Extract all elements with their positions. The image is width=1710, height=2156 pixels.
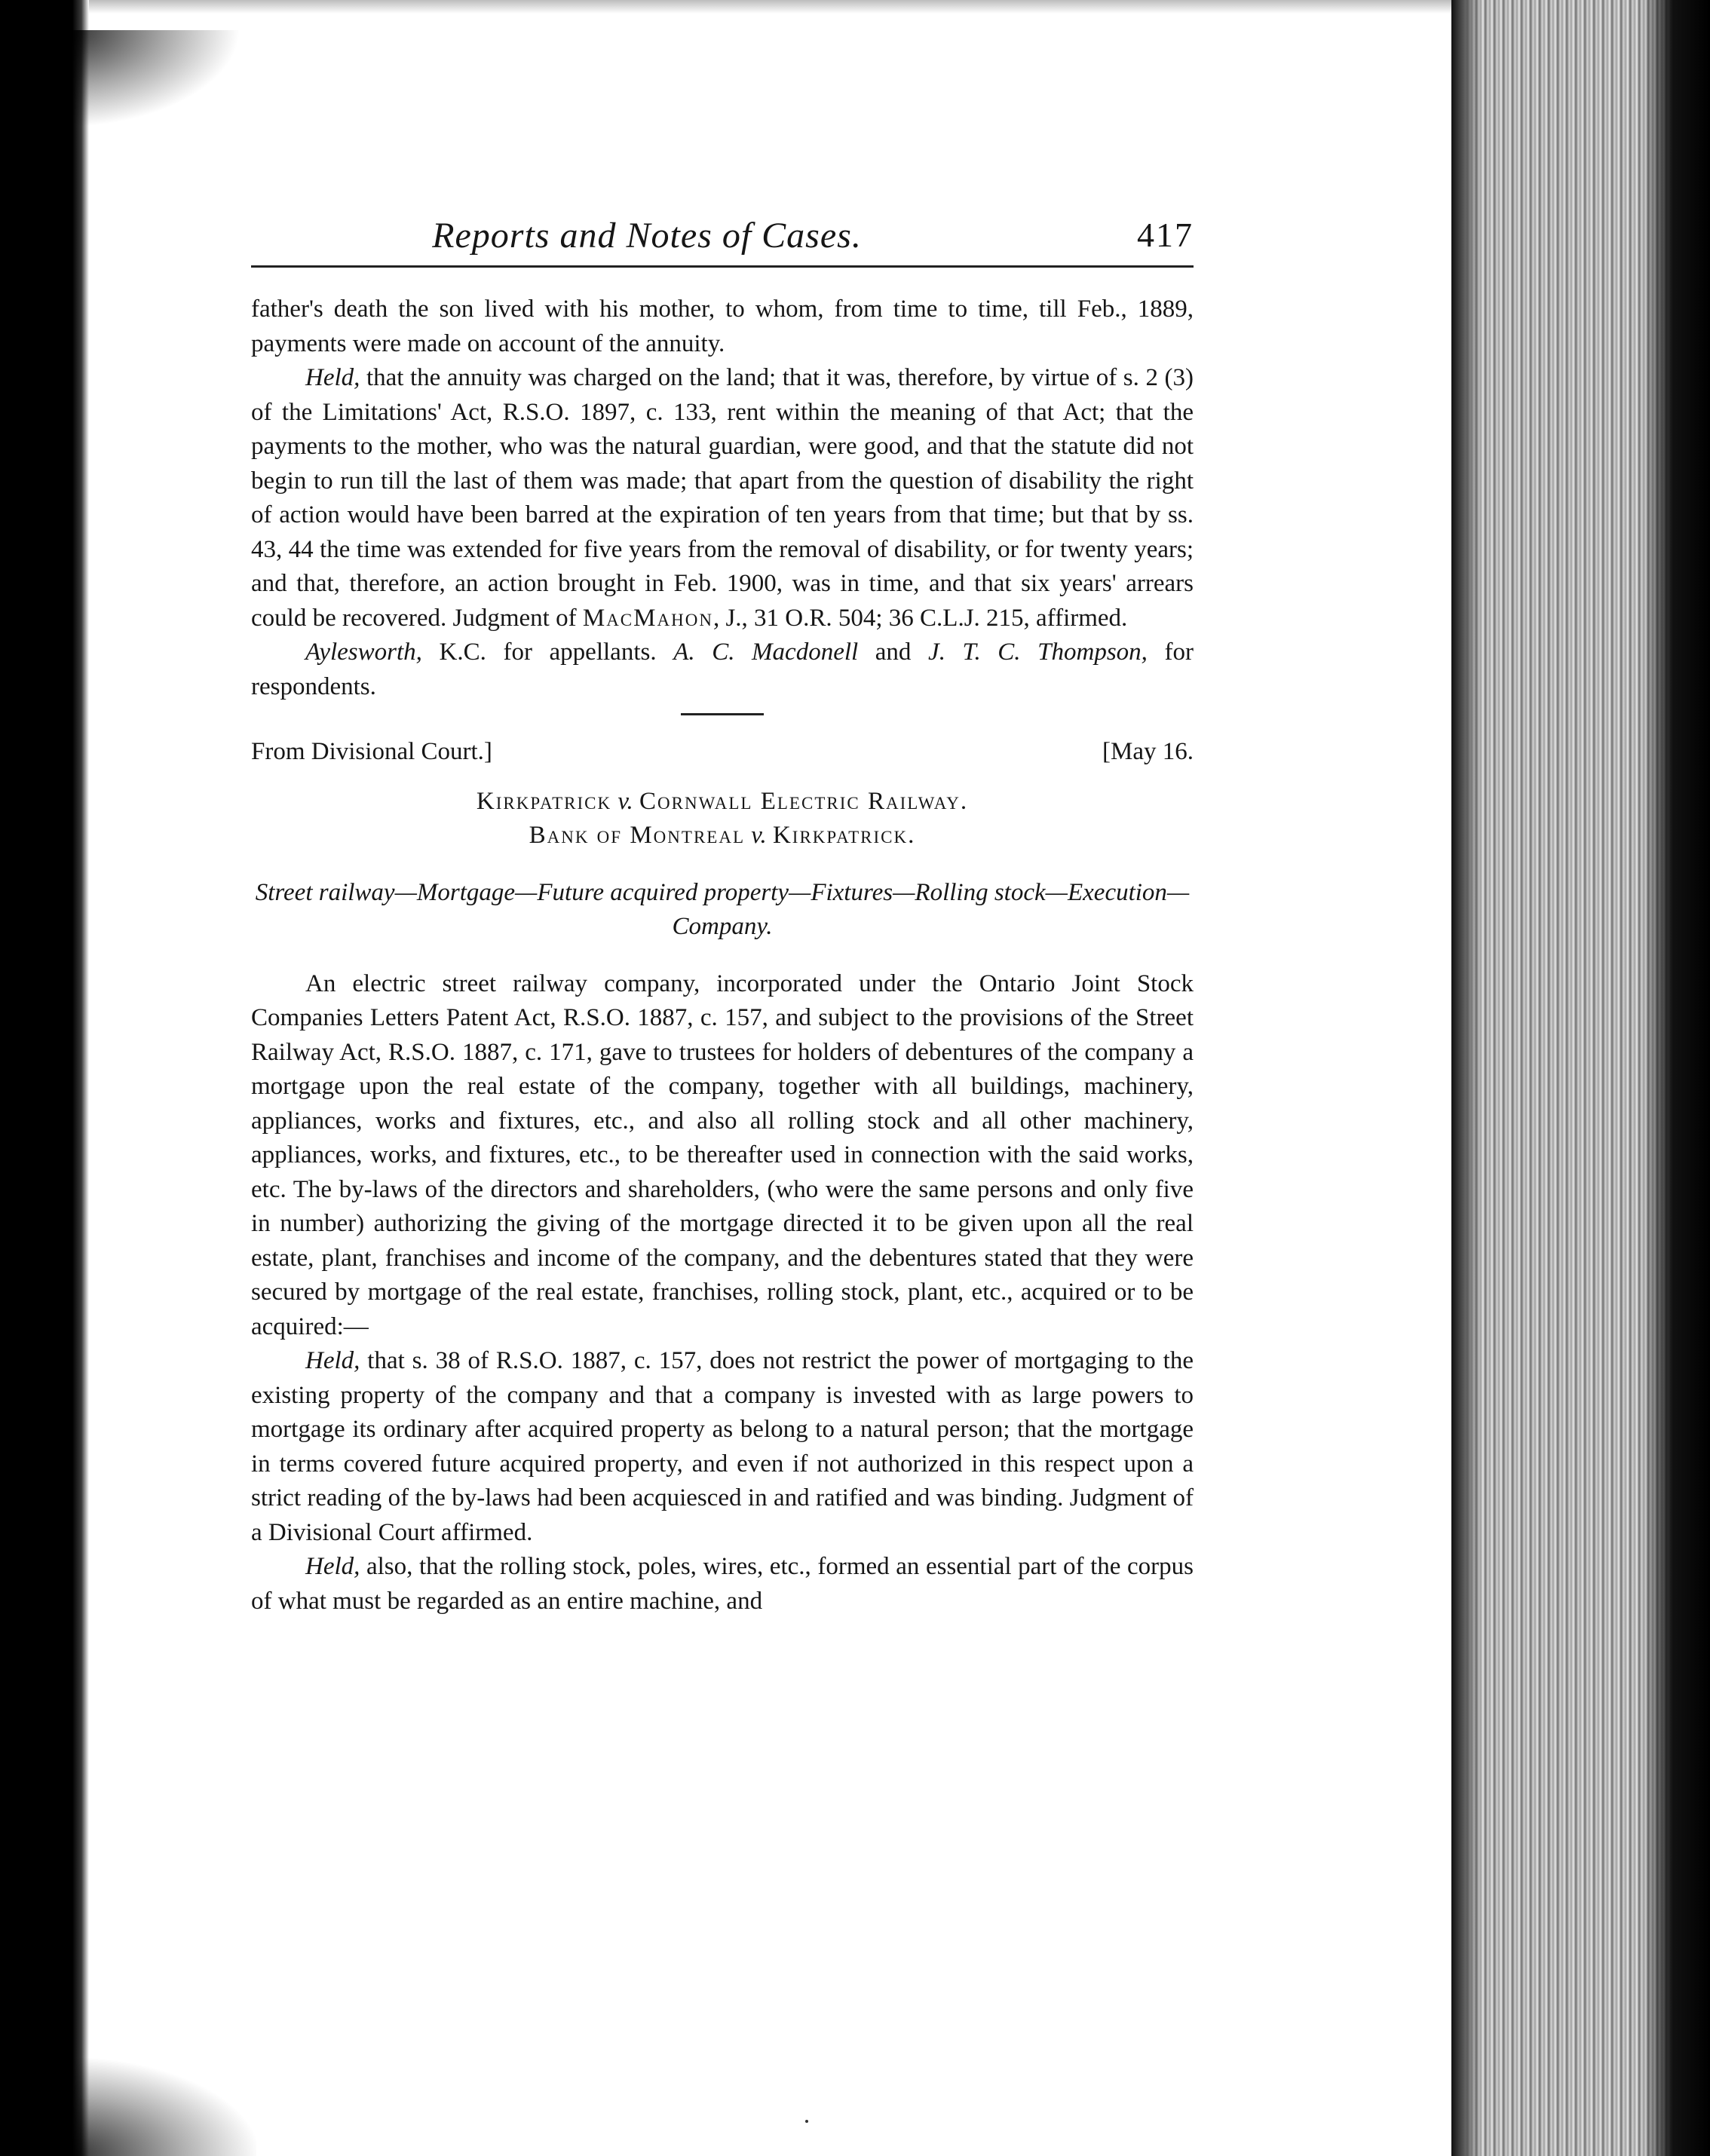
scan-speck <box>805 2120 808 2123</box>
party-3: Bank of Montreal <box>529 822 745 849</box>
counsel-respondent-1: A. C. Macdonell <box>673 639 859 666</box>
held-tail: , J., 31 O.R. 504; 36 C.L.J. 215, affirmed. <box>712 604 1128 632</box>
case1-held-paragraph <box>251 361 1194 635</box>
counsel-paragraph <box>251 635 1194 704</box>
page-number: 417 <box>1137 216 1194 254</box>
body-text <box>251 292 1194 1619</box>
versus-1: v. <box>611 787 640 815</box>
counsel-respondent-2: J. T. C. Thompson, <box>928 639 1148 666</box>
court-label: From Divisional Court.] <box>251 738 492 765</box>
case2-title-line-1 <box>251 785 1194 819</box>
case2-court-line <box>251 735 1194 770</box>
case2-held-also-paragraph <box>251 1550 1194 1619</box>
document-page <box>251 0 1194 2156</box>
counsel-text-3: for respondents. <box>251 639 1194 700</box>
versus-2: v. <box>745 822 773 849</box>
case-separator-rule <box>681 713 764 715</box>
party-4: Kirkpatrick. <box>772 822 916 849</box>
held-lead-2: Held, <box>305 1347 360 1374</box>
running-header <box>251 215 1194 260</box>
catchwords: Street railway—Mortgage—Future acquired property—Fixtures—Rolling stock—Execution—Company. <box>255 878 1190 940</box>
party-1: Kirkpatrick <box>476 787 612 815</box>
judge-name: MacMahon <box>582 604 713 632</box>
case2-facts-paragraph: An electric street railway company, incorporated under the Ontario Joint Stock Companies Letters Patent Act, R.S.O. 1887, c. 157, and subject to the provisions of the Street Railway Act, R.S.O. 1887, c. 171, gave to trustees for holders of debentures of the company a mortgage upon the real estate of the company, together with all buildings, machinery, appliances, works and fixtures, etc., and also all rolling stock and all other machinery, appliances, works, and fixtures, etc., to be thereafter used in connection with the said works, etc. The by-laws of the directors and shareholders, (who were the same persons and only five in number) authorizing the giving of the mortgage directed it to be given upon all the real estate, plant, franchises and income of the company, and the debentures stated that they were secured by mortgage of the real estate, franchises, rolling stock, plant, etc., acquired or to be acquired:— <box>251 969 1194 1340</box>
held-lead: Held, <box>305 364 360 391</box>
book-page-edges <box>1451 0 1710 2156</box>
case1-continuation-paragraph: father's death the son lived with his mother, to whom, from time to time, till Feb., 1889, payments were made on account of the annuity. <box>251 296 1194 357</box>
case-date: [May 16. <box>1102 738 1194 765</box>
case2-held-paragraph <box>251 1344 1194 1550</box>
counsel-text-1: K.C. for appellants. <box>421 639 674 666</box>
counsel-text-2: and <box>858 639 929 666</box>
case2-title-line-2 <box>251 819 1194 853</box>
held-lead-3: Held, <box>305 1553 360 1580</box>
party-2: Cornwall Electric Railway. <box>639 787 969 815</box>
running-title: Reports and Notes of Cases. <box>432 216 862 256</box>
held-text-2: that s. 38 of R.S.O. 1887, c. 157, does not restrict the power of mortgaging to the existing property of the company and that a company is invested with as large powers to mortgage its ordinary after acquired property as belong to a natural person; that the mortgage in terms covered future acquired property, and even if not authorized in this respect upon a strict reading of the by-laws had been acquiesced in and ratified and was binding. Judgment of a Divisional Court affirmed. <box>251 1347 1194 1546</box>
book-binding-shadow <box>0 0 89 2156</box>
held-text-3: also, that the rolling stock, poles, wires, etc., formed an essential part of the corpus of what must be regarded as an entire machine, and <box>251 1553 1194 1615</box>
counsel-appellant: Aylesworth, <box>305 639 422 666</box>
held-text: that the annuity was charged on the land; that it was, therefore, by virtue of s. 2 (3) of the Limitations' Act, R.S.O. 1897, c. 133, rent within the meaning of that Act; that the payments to the mother, who was the natural guardian, were good, and that the statute did not begin to run till the last of them was made; that apart from the question of disability the right of action would have been barred at the expiration of ten years from that time; but that by ss. 43, 44 the time was extended for five years from the removal of disability, or for twenty years; and that, therefore, an action brought in Feb. 1900, was in time, and that six years' arrears could be recovered. Judgment of <box>251 364 1194 632</box>
header-rule <box>251 265 1194 268</box>
